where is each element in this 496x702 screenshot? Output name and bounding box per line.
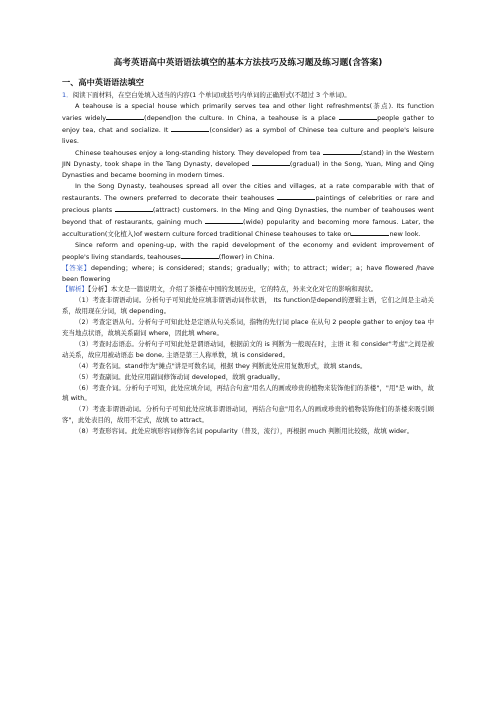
passage-paragraph-1: A teahouse is a special house which primarily serves tea and other light refreshments(茶点). Its function varies widely (depend)on the culture. In China, a teahouse is a place people gather to enjoy tea, chat and socialize. It (consider) as a symbol of Chinese tea culture and people's leisure lives. — [62, 101, 434, 145]
analysis-label: 【解析】 — [62, 285, 88, 294]
analysis-item-4: （4）考查名词。stand作为"摊点"讲是可数名词，根据 they 判断此处应用复数形式，故填 stands。 — [75, 361, 367, 370]
analysis-intro: 【解析】【分析】本文是一篇说明文，介绍了茶楼在中国的发展历史，它的特点，外来文化对它的影响和现状。 — [62, 285, 378, 294]
document-page — [62, 56, 434, 437]
blank-1[interactable] — [106, 112, 144, 120]
section-heading: 一、高中英语语法填空 — [62, 77, 144, 87]
blank-4[interactable] — [323, 147, 361, 155]
analysis-item-8: （8）考查形容词。此处应填形容词修饰名词 popularity（普及，流行），再根据 much 判断用比较级，故填 wider。 — [75, 427, 414, 436]
blank-6[interactable] — [277, 192, 315, 200]
analysis-item-1: （1）考查非谓语动词。分析句子可知此处应填非谓语动词作状语， Its function是depend的逻辑主语，它们之间是主动关系，故用现在分词，填 depending。 — [62, 296, 434, 316]
blank-8[interactable] — [205, 216, 243, 224]
answer-label: 【答案】 — [62, 263, 91, 272]
blank-5[interactable] — [252, 158, 290, 166]
analysis-item-3: （3）考查时态语态。分析句子可知此处是谓语动词，根据前文的 is 判断为一般现在时，主语 it 和 consider"考虑"之间是被动关系，故应用被动语态 be done, 主语是第三人称单数，填 is considered。 — [62, 339, 434, 359]
analysis-item-7: （7）考查非谓语动词。分析句子可知此处应填非谓语动词，再结合句意"用名人的画或珍贵的植物装饰他们的茶楼来吸引顾客"，此处表目的，故用不定式，故填 to attract。 — [62, 405, 434, 425]
blank-2[interactable] — [339, 112, 377, 120]
answer-text: depending；where；is considered；stands；gradually；with；to attract；wider；a；have flowered /have been flowering — [62, 263, 434, 283]
document-title: 高考英语高中英语语法填空的基本方法技巧及练习题及练习题(含答案) — [113, 58, 383, 68]
passage-paragraph-3: In the Song Dynasty, teahouses spread all over the cities and villages, at a rate comparable with that of restaurants. The owners preferred to decorate their teahouses paintings of celebrities or rare and precious plants (attract) customers. In the Ming and Qing Dynasties, the number of teahouses went beyond that of restaurants, gaining much (wide) popularity and becoming more famous. Later, the acculturation(文化植入)of western culture forced traditional Chinese teahouses to take on new look. — [62, 182, 434, 238]
blank-10[interactable] — [181, 251, 219, 259]
analysis-item-6: （6）考查介词。分析句子可知，此处应填介词，再结合句意"用名人的画或珍贵的植物来装饰他们的茶楼"，"用"是 with，故填 with。 — [62, 383, 434, 403]
analysis-item-2: （2）考查定语从句。分析句子可知此处是定语从句关系词，指物的先行词 place 在从句 2 people gather to enjoy tea 中充当地点状语，故填关系副词 where，因此填 where。 — [62, 318, 434, 338]
passage-paragraph-4: Since reform and opening-up, with the rapid development of the economy and evident improvement of people's living standards, teahouses (flower) in China. — [62, 240, 434, 261]
blank-9[interactable] — [351, 228, 389, 236]
answer-block — [62, 263, 434, 285]
blank-3[interactable] — [171, 124, 209, 132]
question-instruction: 1．阅读下面材料，在空白处填入适当的内容(1 个单词)或括号内单词的正确形式(不超过 3 个单词)。 — [62, 91, 351, 99]
question-number: 1． — [62, 91, 73, 99]
analysis-item-5: （5）考查副词。此处应用副词修饰动词 developed，故填 gradually。 — [75, 372, 285, 381]
passage-paragraph-2: Chinese teahouses enjoy a long-standing history. They developed from tea (stand) in the Western JIN Dynasty, took shape in the Tang Dynasty, developed (gradual) in the Song, Yuan, Ming and Qing Dynasties and became booming in modern times. — [62, 148, 434, 180]
blank-7[interactable] — [115, 204, 153, 212]
